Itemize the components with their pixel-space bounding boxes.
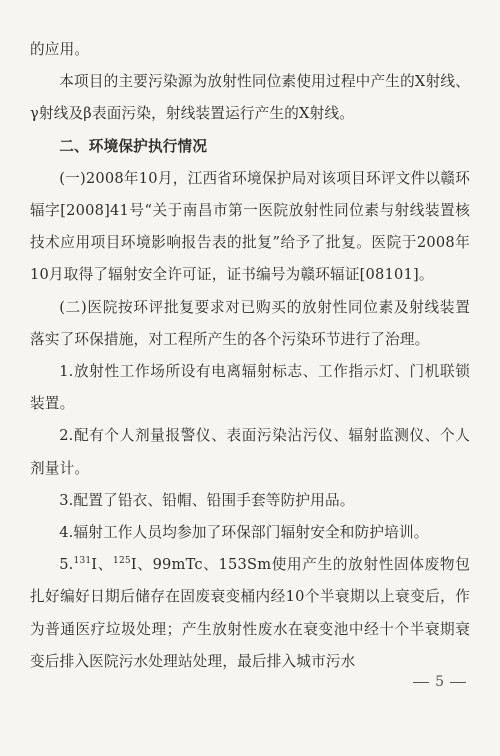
paragraph-pollution-sources: 本项目的主要污染源为放射性同位素使用过程中产生的X射线、γ射线及β表面污染，射线装置运行产生的X射线。 <box>30 73 470 123</box>
footer-dash-left <box>413 682 429 683</box>
list-item-5-prefix: 5. <box>59 556 74 574</box>
paragraph-measures: (二)医院按环评批复要求对已购买的放射性同位素及射线装置落实了环保措施，对工程所产生的各个污染环节进行了治理。 <box>30 298 470 348</box>
page-number: 5 <box>435 674 444 690</box>
section-heading: 二、环境保护执行情况 <box>59 137 208 155</box>
list-item-1: 1.放射性工作场所设有电离辐射标志、工作指示灯、门机联锁装置。 <box>30 363 470 413</box>
paragraph-continuation: 的应用。 <box>30 41 90 58</box>
isotope-mass-125: 125 <box>113 556 131 567</box>
list-item-2: 2.配有个人剂量报警仪、表面污染沾污仪、辐射监测仪、个人剂量计。 <box>30 427 470 477</box>
list-item-5-mid: I、 <box>91 556 114 574</box>
list-item-5-rest: I、99mTc、153Sm使用产生的放射性固体废物包扎好编好日期后储存在固废衰变桶内经10个半衰期以上衰变后，作为普通医疗垃圾处理；产生放射性废水在衰变池中经十个半衰期衰变后排入医院污水处理站处理，最后排入城市污水 <box>30 556 470 670</box>
page-footer <box>413 674 466 690</box>
isotope-mass-131: 131 <box>73 556 92 567</box>
document-body <box>30 34 470 678</box>
list-item-4: 4.辐射工作人员均参加了环保部门辐射安全和防护培训。 <box>59 524 429 542</box>
list-item-3: 3.配置了铅衣、铅帽、铅围手套等防护用品。 <box>59 491 355 509</box>
footer-dash-right <box>450 682 466 683</box>
paragraph-approval: (一)2008年10月，江西省环境保护局对该项目环评文件以赣环辐字[2008]41号“关于南昌市第一医院放射性同位素与射线装置核技术应用项目环境影响报告表的批复”给予了批复。医院于2008年10月取得了辐射安全许可证，证书编号为赣环辐证[08101]。 <box>30 169 470 284</box>
list-item-5 <box>30 549 470 678</box>
